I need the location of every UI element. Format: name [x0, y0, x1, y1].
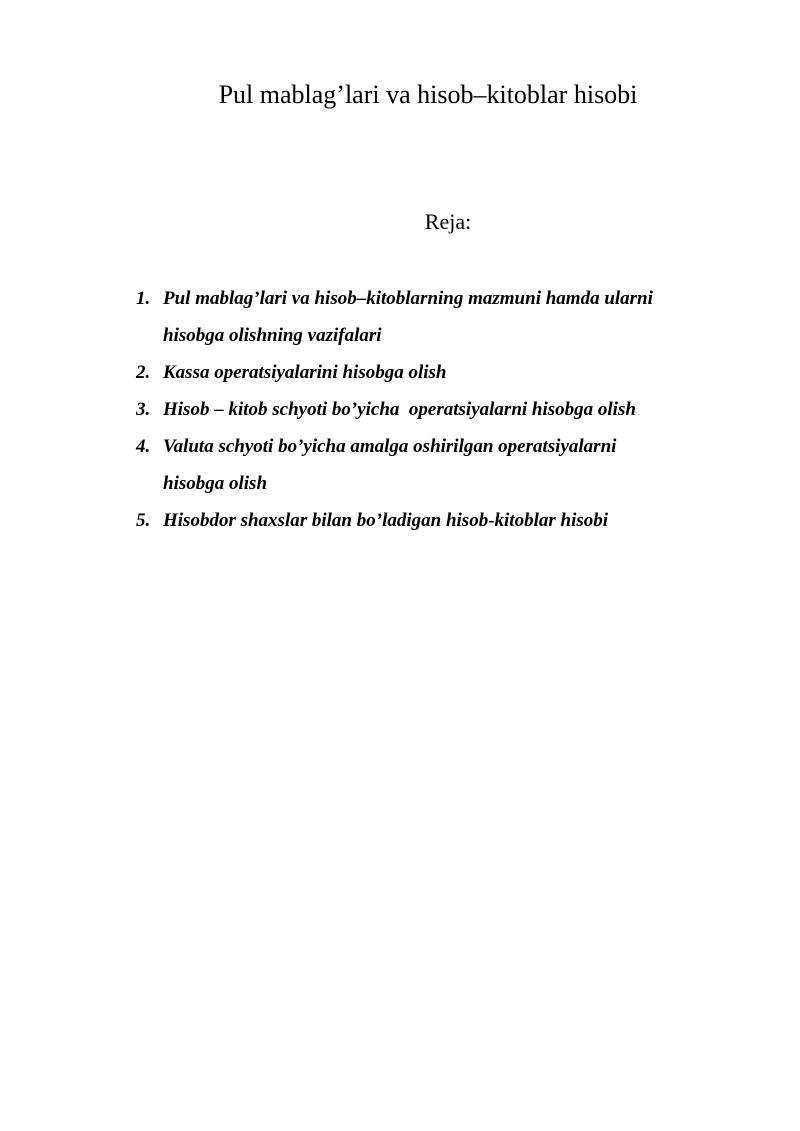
plan-item-line: Hisobdor shaxslar bilan bo’ladigan hisob-kitoblar hisobi	[163, 510, 609, 531]
plan-item-number: 5.	[136, 510, 151, 531]
plan-item-4	[136, 428, 776, 502]
plan-item-line: Valuta schyoti bo’yicha amalga oshirilgan operatsiyalarni	[163, 436, 617, 457]
plan-item-number: 4.	[136, 436, 151, 457]
plan-item-5	[136, 502, 776, 539]
plan-item-line: hisobga olishning vazifalari	[163, 325, 382, 346]
plan-item-number: 2.	[136, 362, 151, 383]
plan-item-2	[136, 354, 776, 391]
plan-item-line: Kassa operatsiyalarini hisobga olish	[163, 362, 447, 383]
plan-heading: Reja:	[424, 209, 472, 234]
plan-item-1	[136, 280, 776, 354]
plan-item-line: hisobga olish	[163, 473, 268, 494]
document-title: Pul mablag’lari va hisob–kitoblar hisobi	[218, 80, 638, 109]
plan-item-3	[136, 391, 776, 428]
plan-item-line: Hisob – kitob schyoti bo’yicha operatsiyalarni hisobga olish	[163, 399, 636, 420]
plan-item-number: 1.	[136, 288, 151, 309]
plan-list	[136, 280, 776, 539]
plan-item-number: 3.	[136, 399, 151, 420]
plan-item-line: Pul mablag’lari va hisob–kitoblarning mazmuni hamda ularni	[163, 288, 653, 309]
